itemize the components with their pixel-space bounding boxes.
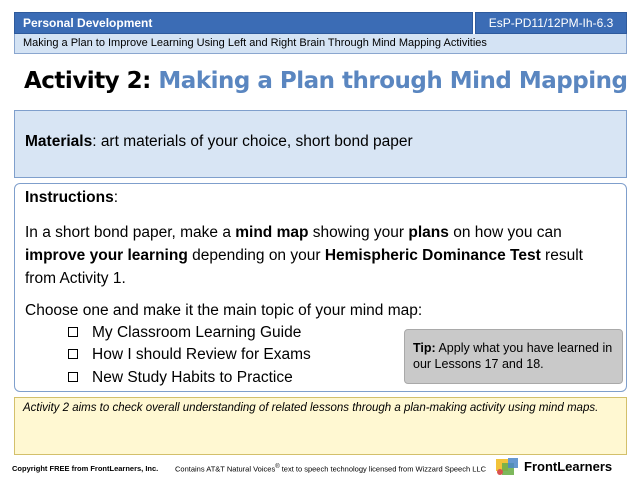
- para-emphasis: plans: [408, 224, 449, 241]
- instructions-paragraph: [25, 221, 615, 290]
- option-item: [68, 322, 301, 344]
- subject-header: Personal Development: [14, 12, 473, 34]
- checkbox-icon: [68, 372, 78, 382]
- para-text: In a short bond paper, make a: [25, 224, 236, 241]
- tech-text: text to speech technology licensed from Wizzard Speech LLC: [279, 464, 486, 474]
- registered-mark: ®: [275, 464, 280, 470]
- para-emphasis: improve your learning: [25, 247, 188, 264]
- footer-tech-notice: [175, 464, 486, 474]
- option-label: How I should Review for Exams: [92, 346, 311, 363]
- instructions-heading: [25, 189, 118, 207]
- tip-box: [404, 329, 623, 384]
- para-emphasis: mind map: [235, 224, 309, 241]
- tip-label: Tip:: [413, 341, 436, 355]
- para-emphasis: Hemispheric Dominance Test: [324, 247, 541, 264]
- instructions-heading-label: Instructions: [25, 189, 114, 206]
- footer-copyright: Copyright FREE from FrontLearners, Inc.: [12, 464, 159, 473]
- option-item: [68, 367, 293, 389]
- option-label: My Classroom Learning Guide: [92, 324, 302, 341]
- instructions-heading-colon: :: [113, 189, 119, 206]
- option-item: [68, 344, 311, 366]
- frontlearners-logo-icon: [494, 456, 520, 478]
- para-text: depending on your: [187, 247, 325, 264]
- competency-code: EsP-PD11/12PM-Ih-6.3: [475, 12, 627, 34]
- checkbox-icon: [68, 327, 78, 337]
- tip-text: Apply what you have learned in our Lessons 17 and 18.: [413, 341, 613, 371]
- activity-note: Activity 2 aims to check overall understanding of related lessons through a plan-making activity using mind maps.: [14, 397, 627, 455]
- materials-label: Materials: [25, 133, 93, 150]
- option-label: New Study Habits to Practice: [92, 369, 293, 386]
- materials-text: : art materials of your choice, short bond paper: [92, 133, 413, 150]
- page-title: [24, 66, 627, 96]
- frontlearners-logo-text: FrontLearners: [524, 459, 613, 474]
- para-text: showing your: [308, 224, 409, 241]
- title-rest: Making a Plan through Mind Mapping: [158, 68, 628, 94]
- lesson-description: Making a Plan to Improve Learning Using Left and Right Brain Through Mind Mapping Activities: [14, 34, 627, 54]
- para-text: result from Activity 1.: [25, 247, 583, 287]
- checkbox-icon: [68, 349, 78, 359]
- materials-box: [14, 110, 627, 178]
- tech-text: Contains AT&T Natural Voices: [175, 464, 276, 474]
- choose-prompt: Choose one and make it the main topic of your mind map:: [25, 302, 423, 319]
- title-lead: Activity 2:: [24, 68, 159, 94]
- para-text: on how you can: [448, 224, 562, 241]
